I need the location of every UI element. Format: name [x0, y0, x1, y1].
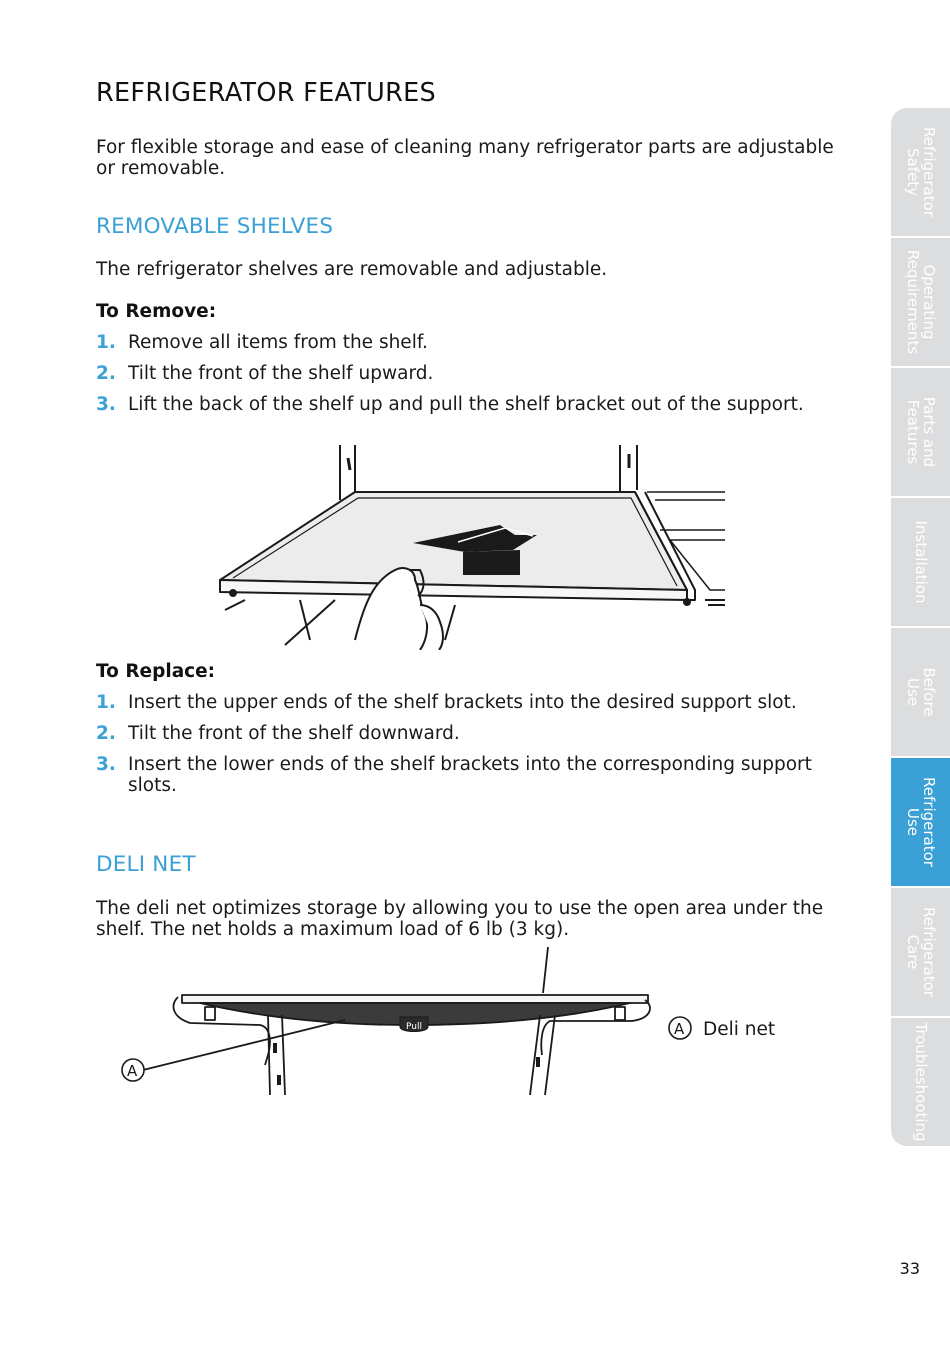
legend-label: Deli net: [703, 1019, 776, 1040]
callout-letter: A: [127, 1062, 138, 1080]
deli-net-description: The deli net optimizes storage by allowing you to use the open area under the shelf. The net holds a maximum load of 6 lb (3 kg).: [96, 898, 824, 940]
tab-label: Refrigerator Use: [903, 777, 938, 867]
tab-label: Refrigerator Safety: [903, 127, 938, 217]
deli-net-illustration: [110, 945, 670, 1100]
step-text: Insert the upper ends of the shelf brackets into the desired support slot.: [128, 692, 797, 713]
step-text: Insert the lower ends of the shelf brackets into the corresponding support slots.: [128, 754, 812, 796]
tab-before-use[interactable]: [891, 628, 950, 756]
pull-label: Pull: [406, 1022, 422, 1032]
shelf-removal-illustration: [215, 440, 727, 650]
tab-label: Operating Requirements: [903, 249, 938, 355]
step-number: 1.: [96, 692, 116, 713]
left-rail: [340, 445, 355, 500]
tab-label: Refrigerator Care: [903, 907, 938, 997]
page-number: 33: [899, 1259, 920, 1278]
tab-refrigerator-use[interactable]: [891, 758, 950, 886]
replace-steps-list: [96, 692, 836, 806]
step-text: Tilt the front of the shelf downward.: [128, 723, 460, 744]
to-replace-heading: To Replace:: [96, 661, 216, 682]
remove-steps-list: [96, 332, 836, 425]
list-item: [96, 363, 836, 384]
list-item: [96, 394, 836, 415]
tab-troubleshooting[interactable]: [891, 1018, 950, 1146]
step-number: 2.: [96, 363, 116, 384]
tab-parts-and-features[interactable]: [891, 368, 950, 496]
list-item: [96, 332, 836, 353]
legend-letter: A: [674, 1020, 685, 1038]
removable-shelves-heading: REMOVABLE SHELVES: [96, 214, 334, 239]
tab-label: Before Use: [903, 667, 938, 717]
tab-installation[interactable]: [891, 498, 950, 626]
removable-shelves-description: The refrigerator shelves are removable and adjustable.: [96, 259, 608, 280]
list-item: [96, 692, 836, 713]
legend-callout-circle: [667, 1015, 693, 1041]
tab-label: Troubleshooting: [911, 1022, 930, 1142]
list-item: [96, 723, 836, 744]
shelf-edge: [182, 995, 648, 1003]
tab-refrigerator-safety[interactable]: [891, 108, 950, 236]
tab-operating-requirements[interactable]: [891, 238, 950, 366]
intro-paragraph: For flexible storage and ease of cleaning many refrigerator parts are adjustable or removable.: [96, 137, 834, 179]
step-text: Remove all items from the shelf.: [128, 332, 428, 353]
step-text: Lift the back of the shelf up and pull the shelf bracket out of the support.: [128, 394, 804, 415]
tab-label: Parts and Features: [903, 396, 938, 468]
tab-refrigerator-care[interactable]: [891, 888, 950, 1016]
step-number: 3.: [96, 394, 116, 415]
step-number: 2.: [96, 723, 116, 744]
step-text: Tilt the front of the shelf upward.: [128, 363, 434, 384]
right-rail: [620, 445, 637, 495]
tab-label: Installation: [911, 520, 930, 604]
step-number: 1.: [96, 332, 116, 353]
deli-net-heading: DELI NET: [96, 852, 196, 877]
section-tabs: [891, 108, 950, 1148]
list-item: [96, 754, 836, 796]
to-remove-heading: To Remove:: [96, 301, 217, 322]
page-title: REFRIGERATOR FEATURES: [96, 78, 437, 108]
step-number: 3.: [96, 754, 116, 775]
